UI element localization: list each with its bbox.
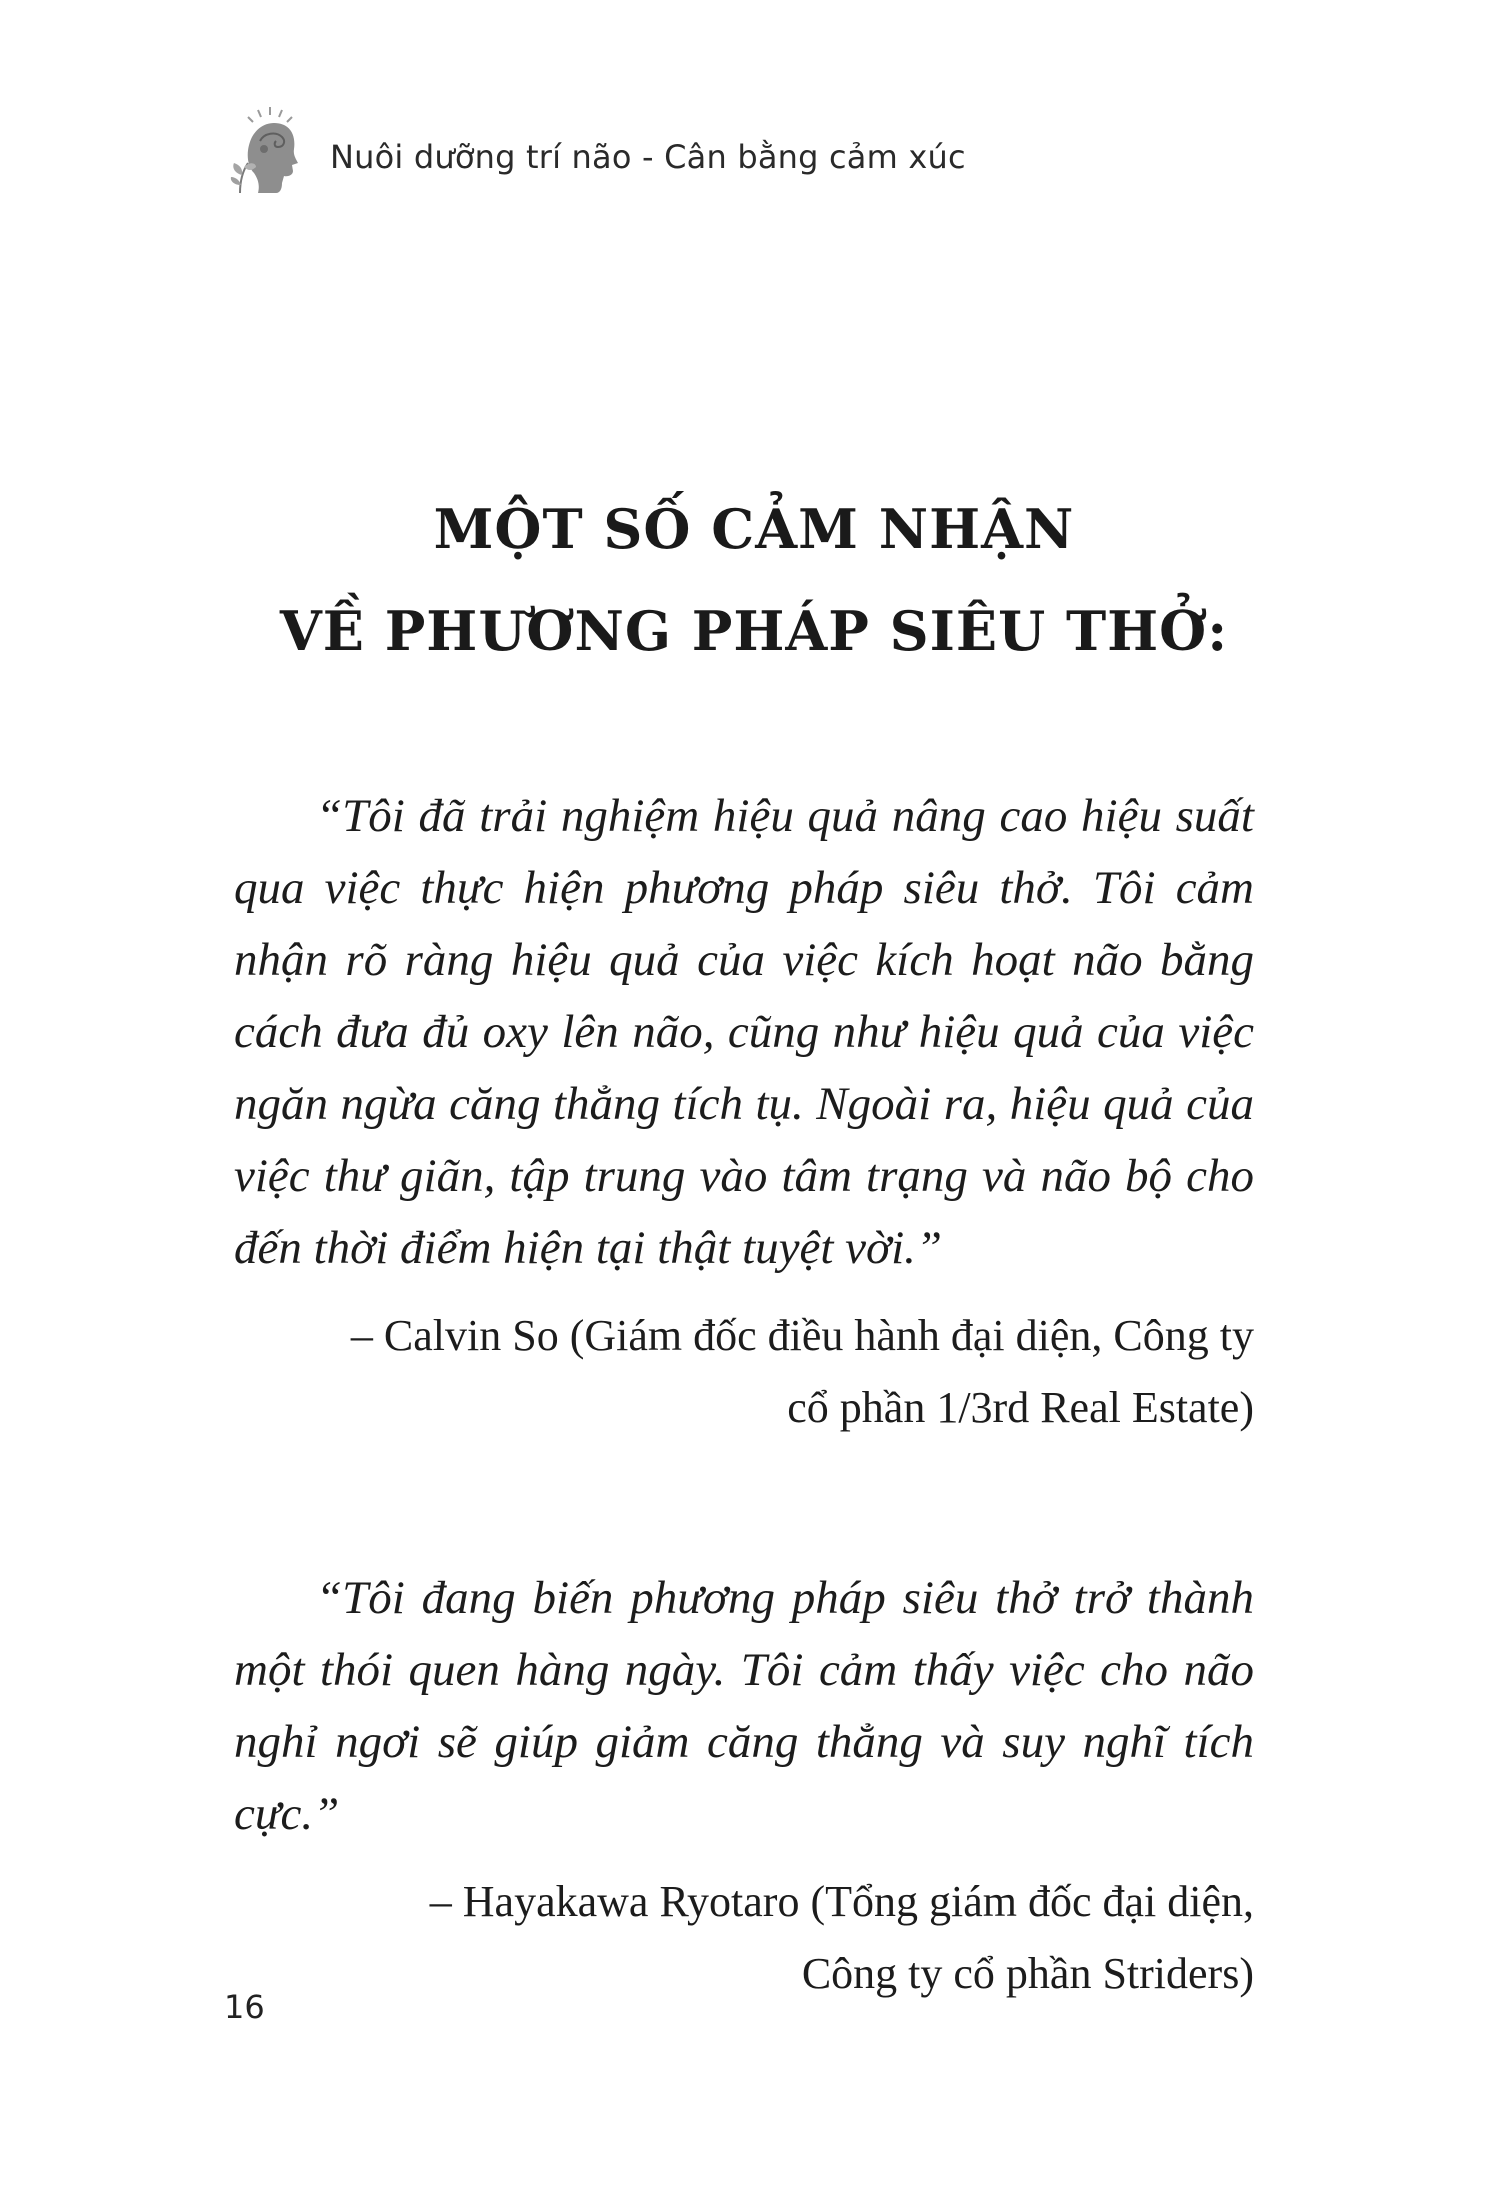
testimonial-quote: “Tôi đang biến phương pháp siêu thở trở thành một thói quen hàng ngày. Tôi cảm thấy việc cho não nghỉ ngơi sẽ giúp giảm căng thẳng và suy nghĩ tích cực.” xyxy=(234,1572,1254,1840)
testimonial-quote: “Tôi đã trải nghiệm hiệu quả nâng cao hiệu suất qua việc thực hiện phương pháp siêu thở. Tôi cảm nhận rõ ràng hiệu quả của việc kích hoạt não bằng cách đưa đủ oxy lên não, cũng như hiệu quả của việc ngăn ngừa căng thẳng tích tụ. Ngoài ra, hiệu quả của việc thư giãn, tập trung vào tâm trạng và não bộ cho đến thời điểm hiện tại thật tuyệt vời.” xyxy=(234,790,1254,1274)
running-header xyxy=(230,100,966,200)
page-number: 16 xyxy=(224,1988,265,2026)
chapter-title-line-2: VỀ PHƯƠNG PHÁP SIÊU THỞ: xyxy=(279,599,1229,663)
running-title: Nuôi dưỡng trí não - Cân bằng cảm xúc xyxy=(330,138,966,176)
chapter-title xyxy=(0,478,1508,682)
chapter-title-line-1: MỘT SỐ CẢM NHẬN xyxy=(433,497,1075,561)
testimonial-attribution: – Calvin So (Giám đốc điều hành đại diện, Công ty cổ phần 1/3rd Real Estate) xyxy=(350,1311,1254,1432)
testimonial xyxy=(234,1562,1254,2010)
testimonial xyxy=(234,780,1254,1444)
head-with-brain-plant-icon xyxy=(230,105,302,195)
testimonial-attribution: – Hayakawa Ryotaro (Tổng giám đốc đại diện, Công ty cổ phần Striders) xyxy=(429,1877,1254,1998)
